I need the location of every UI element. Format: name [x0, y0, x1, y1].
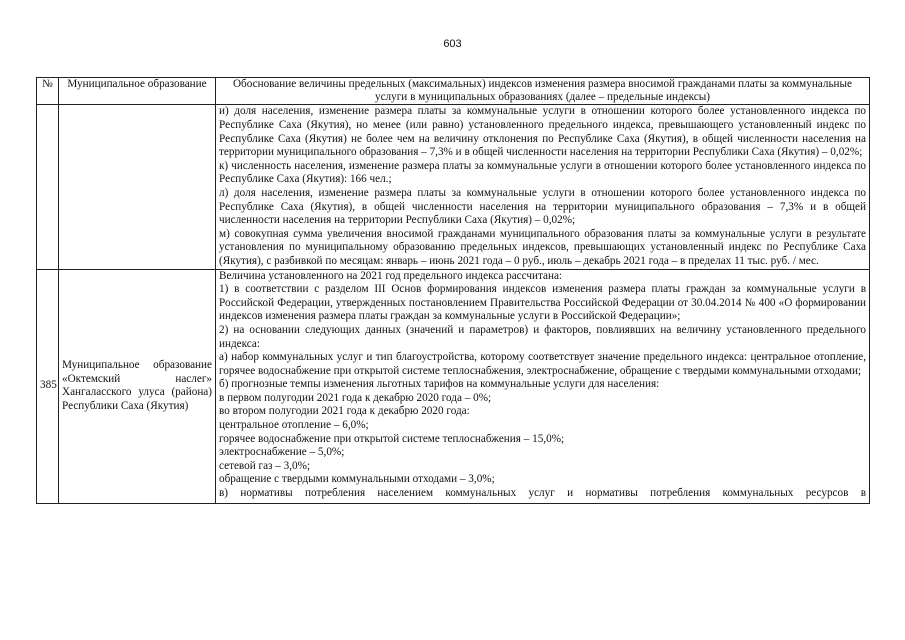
paragraph-l: л) доля населения, изменение размера платы за коммунальные услуги в отношении которого более установленного индекса по Республике Саха (Якутия), в общей численности населения на территории муниципального образования – 7,3% и в общей численности населения на территории Республики Саха (Якутия) – 0,02%; [219, 186, 866, 227]
paragraph-v: в) нормативы потребления населением коммунальных услуг и нормативы потребления коммунальных ресурсов в [219, 487, 866, 500]
paragraph-1: 1) в соответствии с разделом III Основ формирования индексов изменения размера платы граждан за коммунальные услуги в Российской Федерации, утвержденных постановлением Правительства Российской Федерации от 30.04.2014 № 400 «О формировании индексов изменения размера платы граждан за коммунальные услуги в Российской Федерации»; [219, 283, 866, 323]
paragraph-waste: обращение с твердыми коммунальными отходами – 3,0%; [219, 473, 495, 486]
justification-cell [216, 105, 870, 269]
table-row [37, 269, 870, 504]
paragraph-hot-water: горячее водоснабжение при открытой системе теплоснабжения – 15,0%; [219, 432, 565, 445]
paragraph-electricity: электроснабжение – 5,0%; [219, 446, 345, 459]
paragraph-m: м) совокупная сумма увеличения вносимой гражданами муниципального образования платы за коммунальные услуги в результате установления по муниципальному образованию предельных индексов, превышающих установленный индекс по Республике Саха (Якутия), с разбивкой по месяцам: январь – июнь 2021 года – 0 руб., июль – декабрь 2021 года – в пределах 11 тыс. руб. / мес. [219, 227, 866, 267]
page-number: 603 [443, 38, 462, 50]
paragraph-i: и) доля населения, изменение размера платы за коммунальные услуги в отношении которого более установленного индекса по Республике Саха (Якутия), но менее (или равно) установленного предельного индекса, превышающего установленный индекс по Республике Саха (Якутия) не более чем на величину отклонения по Республике Саха (Якутия), в общей численности населения на территории муниципального образования – 7,3% и в общей численности населения на территории Республики Саха (Якутия) – 0,02%; [219, 105, 866, 159]
paragraph-intro: Величина установленного на 2021 год предельного индекса рассчитана: [219, 269, 563, 282]
paragraph-second-half: во втором полугодии 2021 года к декабрю 2020 года: [219, 405, 470, 418]
paragraph-a: а) набор коммунальных услуг и тип благоустройства, которому соответствует значение предельного индекса: центральное отопление, горячее водоснабжение при открытой системе теплоснабжения, электроснабжение, обращение с твердыми коммунальными отходами; [219, 351, 866, 377]
paragraph-b: б) прогнозные темпы изменения льготных тарифов на коммунальные услуги для населения: [219, 378, 660, 391]
header-number: № [37, 78, 59, 105]
paragraph-gas: сетевой газ – 3,0%; [219, 459, 311, 472]
table-header-row [37, 78, 870, 105]
indices-justification-table [36, 77, 870, 504]
paragraph-heating: центральное отопление – 6,0%; [219, 419, 369, 432]
municipality-cell: Муниципальное образование «Октемский наслег» Хангаласского улуса (района) Республики Саха (Якутия) [59, 269, 216, 504]
municipality-cell [59, 105, 216, 269]
row-number-cell [37, 105, 59, 269]
truncated-line-wrap [219, 487, 866, 503]
header-municipality: Муниципальное образование [59, 78, 216, 105]
paragraph-k: к) численность населения, изменение размера платы за коммунальные услуги в отношении которого более установленного индекса по Республике Саха (Якутия): 166 чел.; [219, 159, 866, 186]
table-row [37, 105, 870, 269]
paragraph-2: 2) на основании следующих данных (значений и параметров) и факторов, повлиявших на величину установленного предельного индекса: [219, 323, 866, 350]
row-number-cell: 385 [37, 269, 59, 504]
header-justification: Обоснование величины предельных (максимальных) индексов изменения размера вносимой гражданами платы за коммунальные услуги в муниципальных образованиях (далее – предельные индексы) [216, 78, 870, 105]
justification-cell [216, 269, 870, 504]
paragraph-first-half: в первом полугодии 2021 года к декабрю 2020 года – 0%; [219, 391, 492, 404]
